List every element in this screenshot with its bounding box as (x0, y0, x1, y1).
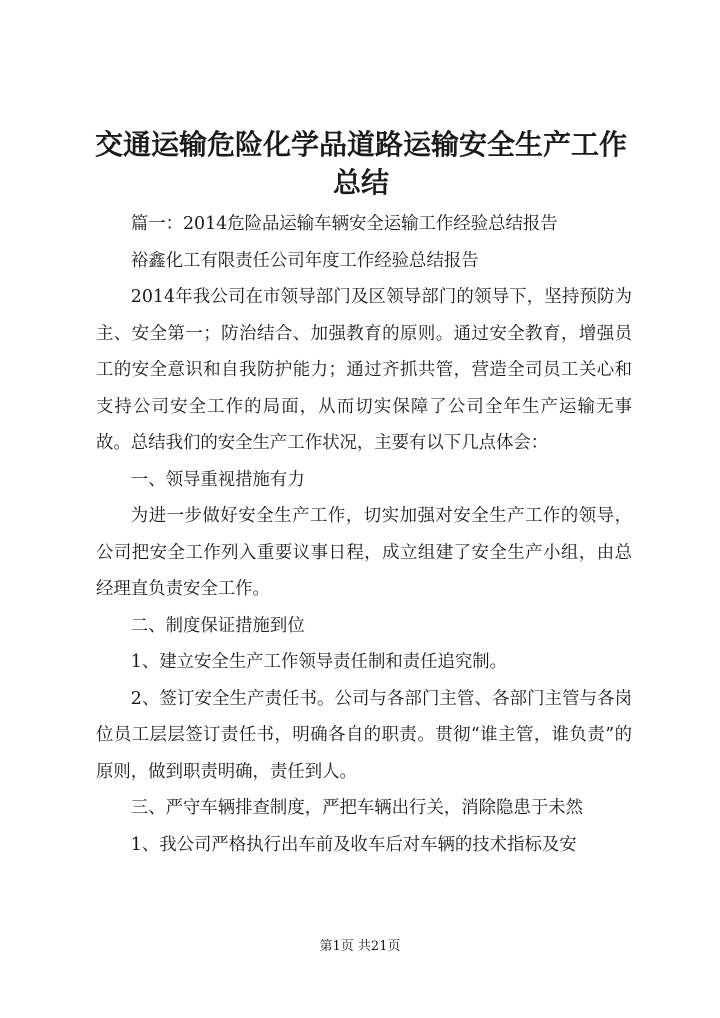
body-paragraph: 2、签订安全生产责任书。公司与各部门主管、各部门主管与各岗位员工层层签订责任书，明确各自的职责。贯彻“谁主管，谁负责”的原则，做到职责明确，责任到人。 (96, 688, 632, 782)
body-paragraph: 为进一步做好安全生产工作，切实加强对安全生产工作的领导，公司把安全工作列入重要议事日程，成立组建了安全生产小组，由总经理直负责安全工作。 (96, 506, 632, 599)
body-paragraph: 裕鑫化工有限责任公司年度工作经验总结报告 (130, 250, 479, 271)
page-number-footer: 第1页 共21页 (319, 939, 401, 954)
document-body (96, 206, 632, 863)
body-paragraph: 1、建立安全生产工作领导责任制和责任追究制。 (130, 652, 508, 672)
body-paragraph: 2014年我公司在市领导部门及区领导部门的领导下，坚持预防为主、安全第一；防治结合、加强教育的原则。通过安全教育，增强员工的安全意识和自我防护能力；通过齐抓共管，营造全司员工关心和支持公司安全工作的局面，从而切实保障了公司全年生产运输无事故。总结我们的安全生产工作状况，主要有以下几点体会： (96, 287, 632, 453)
section-heading: 三、严守车辆排查制度，严把车辆出行关，消除隐患于未然 (130, 798, 583, 818)
body-paragraph: 篇一：2014危险品运输车辆安全运输工作经验总结报告 (130, 214, 558, 234)
section-heading: 一、领导重视措施有力 (130, 469, 305, 490)
document-title: 交通运输危险化学品道路运输安全生产工作总结 (94, 128, 627, 199)
body-paragraph: 1、我公司严格执行出车前及收车后对车辆的技术指标及安 (130, 834, 577, 855)
section-heading: 二、制度保证措施到位 (130, 615, 305, 636)
